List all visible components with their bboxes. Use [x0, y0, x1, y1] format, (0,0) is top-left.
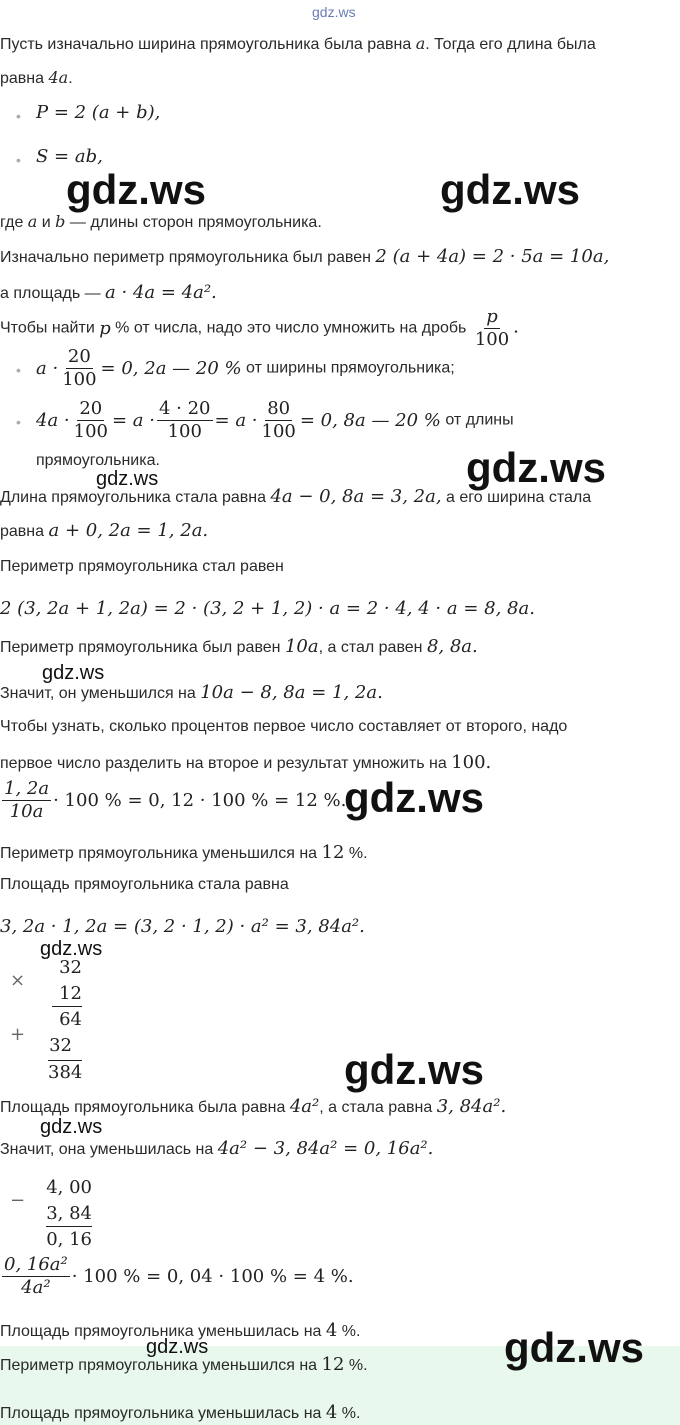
mult-row: 384 — [48, 1062, 83, 1083]
new-perimeter-label: Периметр прямоугольника стал равен — [0, 558, 284, 575]
answer-perimeter: Периметр прямоугольника уменьшился на 12 %. — [0, 1354, 368, 1375]
minus-sign: − — [10, 1190, 26, 1211]
watermark: gdz.ws — [466, 444, 607, 491]
initial-area: а площадь — a · 4a = 4a². — [0, 282, 217, 303]
bullet-icon: • — [16, 362, 21, 378]
perimeter-result: Периметр прямоугольника уменьшился на 12 %. — [0, 842, 368, 863]
watermark: gdz.ws — [440, 166, 581, 213]
area-compare: Площадь прямоугольника была равна 4a², а стала равна 3, 84a². — [0, 1096, 507, 1117]
new-perimeter-calc: 2 (3, 2a + 1, 2a) = 2 · (3, 2 + 1, 2) · a = 2 · 4, 4 · a = 8, 8a. — [0, 598, 535, 619]
watermark: gdz.ws — [40, 1116, 103, 1138]
sub-row: 4, 00 — [46, 1177, 92, 1198]
watermark: gdz.ws — [96, 468, 159, 490]
new-area-calc: 3, 2a · 1, 2a = (3, 2 · 1, 2) · a² = 3, 84a². — [0, 916, 365, 937]
area-formula: S = ab, — [36, 146, 103, 167]
mult-row: 32 — [59, 957, 82, 978]
answer-area: Площадь прямоугольника уменьшилась на 4 %. — [0, 1402, 361, 1423]
watermark: gdz.ws — [344, 774, 485, 821]
area-decrease: Значит, она уменьшилась на 4a² − 3, 84a² = 0, 16a². — [0, 1138, 434, 1159]
mult-row: 64 — [59, 1009, 82, 1030]
fraction: $\frac{p}{100}$ — [474, 306, 510, 350]
fraction: $\frac{\text{0, 16a²}}{\text{4a²}}$ — [4, 1254, 68, 1298]
fraction: $\frac{1, 2a}{10a}$ — [4, 778, 50, 822]
watermark: gdz.ws — [40, 938, 103, 960]
new-area-label: Площадь прямоугольника стала равна — [0, 876, 289, 893]
perimeter-decrease: Значит, он уменьшился на 10a − 8, 8a = 1, 2a. — [0, 682, 383, 703]
new-width: равна a + 0, 2a = 1, 2a. — [0, 520, 209, 541]
watermark: gdz.ws — [42, 662, 105, 684]
bullet-icon: • — [16, 108, 21, 124]
watermark-top: gdz.ws — [312, 4, 356, 20]
sub-row: 3, 84 — [46, 1202, 92, 1227]
fraction: $\frac{80}{100}$ — [261, 398, 296, 442]
plus-sign: + — [10, 1024, 26, 1045]
multiply-sign: × — [10, 970, 26, 991]
intro-line-2: равна 4a. — [0, 68, 73, 87]
length-percent-calc: 4a · $\frac{20}{100}$ = a · $\frac{4 \cdot 20}{100}$ = a · $\frac{80}{100}$ = 0, 8a — 20 % от длины — [36, 398, 514, 442]
intro-line-1: Пусть изначально ширина прямоугольника была равна a. Тогда его длина была — [0, 34, 596, 53]
fraction: $\frac{20}{100}$ — [62, 346, 97, 390]
watermark: gdz.ws — [66, 166, 207, 213]
length-percent-calc-cont: прямоугольника. — [36, 452, 160, 469]
watermark: gdz.ws — [504, 1324, 645, 1371]
watermark: gdz.ws — [344, 1046, 485, 1093]
area-result: Площадь прямоугольника уменьшилась на 4 %. — [0, 1320, 361, 1341]
fraction: $\frac{20}{100}$ — [73, 398, 108, 442]
watermark: gdz.ws — [146, 1336, 209, 1358]
percent-of-rule-1: Чтобы узнать, сколько процентов первое число составляет от второго, надо — [0, 718, 568, 735]
percent-rule: Чтобы найти p % от числа, надо это число умножить на дробь $\frac{p}{100}$ . — [0, 306, 519, 350]
percent-of-rule-2: первое число разделить на второе и результат умножить на 100. — [0, 752, 492, 773]
where-line: где a и b — длины сторон прямоугольника. — [0, 212, 322, 231]
area-percent-calc: $\frac{\text{0, 16a²}}{\text{4a²}}$ · 100 % = 0, 04 · 100 % = 4 %. — [4, 1254, 354, 1298]
sub-row: 0, 16 — [46, 1229, 92, 1250]
mult-row: 32 — [49, 1035, 72, 1056]
initial-perimeter: Изначально периметр прямоугольника был равен 2 (a + 4a) = 2 · 5a = 10a, — [0, 246, 610, 267]
new-length: Длина прямоугольника стала равна 4a − 0, 8a = 3, 2a, а его ширина стала — [0, 486, 592, 507]
perimeter-percent-calc: $\frac{1, 2a}{10a}$ · 100 % = 0, 12 · 100 % = 12 %. — [4, 778, 347, 822]
bullet-icon: • — [16, 414, 21, 430]
width-percent-calc: a · $\frac{20}{100}$ = 0, 2a — 20 % от ширины прямоугольника; — [36, 346, 455, 390]
perimeter-compare: Периметр прямоугольника был равен 10a, а стал равен 8, 8a. — [0, 636, 478, 657]
perimeter-formula: P = 2 (a + b), — [36, 102, 161, 123]
fraction: $\frac{4 \cdot 20}{100}$ — [158, 398, 211, 442]
mult-row: 12 — [52, 982, 82, 1007]
bullet-icon: • — [16, 152, 21, 168]
